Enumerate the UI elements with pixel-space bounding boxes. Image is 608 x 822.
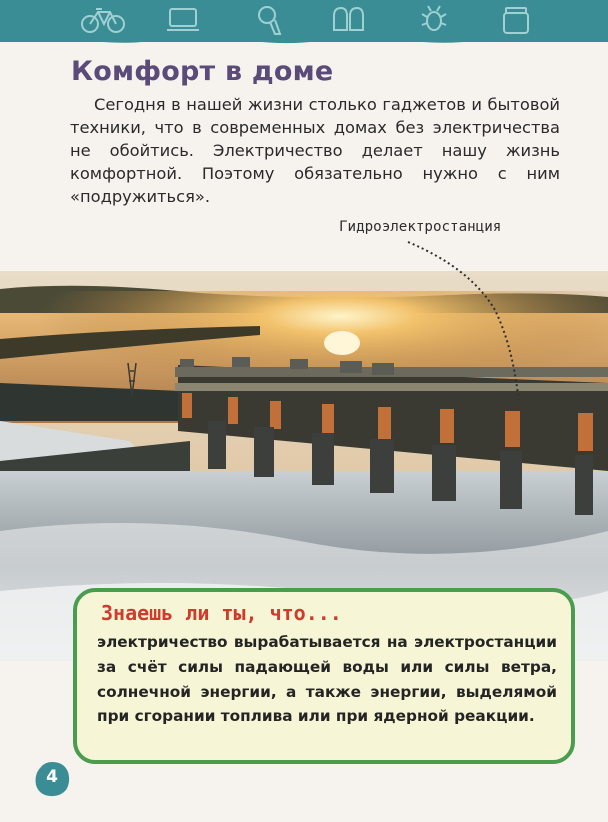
photo-label: Гидроэлектростанция (339, 219, 502, 235)
bug-icon (420, 4, 448, 34)
did-you-know-box (73, 588, 575, 764)
page-number: 4 (46, 767, 58, 787)
bicycle-icon (80, 4, 126, 34)
intro-text: Сегодня в нашей жизни столько гаджетов и бытовой техники, что в современных домах без электричества не обойтись. Электричество делает нашу жизнь комфортной. Поэтому обязательно нужно с ним «подружиться». (70, 95, 560, 206)
page-number-badge (33, 760, 71, 798)
intro-paragraph (70, 93, 560, 208)
did-you-know-text: электричество вырабатывается на электростанции за счёт силы падающей воды или силы ветра, солнечной энергии, а также энергии, выделямой при сгорании топлива или при ядерной реакции. (97, 633, 557, 726)
did-you-know-heading: Знаешь ли ты, что... (101, 601, 342, 625)
hairdryer-icon (255, 4, 285, 36)
mittens-icon (328, 4, 368, 36)
header-icons (60, 4, 568, 36)
page-title: Комфорт в доме (71, 56, 334, 87)
jar-icon (500, 4, 532, 36)
laptop-icon (165, 4, 201, 34)
